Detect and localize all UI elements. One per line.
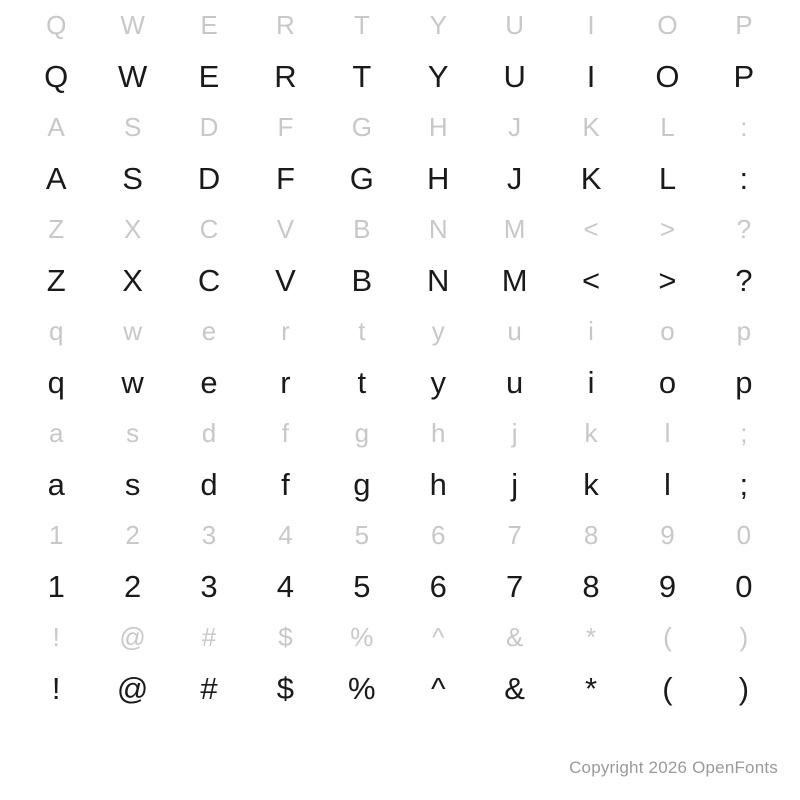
- glyph-cell: P: [735, 10, 753, 40]
- glyph-cell: g: [353, 466, 371, 502]
- glyph-cell: 1: [47, 568, 65, 604]
- glyph-cell: V: [276, 214, 295, 244]
- glyph-cell: N: [427, 262, 450, 298]
- glyph-cell: l: [664, 418, 671, 448]
- glyph-cell: w: [123, 316, 142, 346]
- glyph-cell: T: [352, 58, 372, 94]
- glyph-row: [0, 50, 800, 102]
- glyph-cell: D: [197, 160, 221, 196]
- glyph-cell: 6: [429, 568, 447, 604]
- glyph-cell: &: [505, 622, 524, 652]
- glyph-cell: #: [200, 670, 218, 706]
- glyph-cell: &: [504, 670, 525, 706]
- glyph-cell: >: [659, 214, 676, 244]
- glyph-cell: p: [735, 364, 753, 400]
- glyph-cell: M: [501, 262, 528, 298]
- glyph-cell: u: [507, 316, 522, 346]
- glyph-cell: Q: [44, 58, 69, 94]
- glyph-cell: p: [736, 316, 752, 346]
- glyph-cell: k: [583, 466, 599, 502]
- glyph-cell: h: [429, 466, 447, 502]
- glyph-cell: W: [120, 10, 145, 40]
- glyph-row: [0, 254, 800, 306]
- glyph-cell: %: [350, 622, 374, 652]
- glyph-cell: O: [657, 10, 678, 40]
- glyph-cell: !: [51, 670, 61, 706]
- glyph-cell: 8: [582, 568, 600, 604]
- glyph-row: [0, 152, 800, 204]
- glyph-cell: I: [587, 10, 595, 40]
- glyph-cell: e: [201, 316, 217, 346]
- glyph-row: [0, 102, 800, 152]
- glyph-cell: o: [660, 316, 675, 346]
- glyph-cell: 1: [48, 520, 64, 550]
- glyph-cell: L: [660, 112, 675, 142]
- glyph-cell: ;: [740, 418, 748, 448]
- glyph-row: [0, 612, 800, 662]
- glyph-cell: ;: [739, 466, 749, 502]
- glyph-cell: j: [511, 466, 519, 502]
- glyph-row: [0, 510, 800, 560]
- glyph-cell: t: [357, 364, 367, 400]
- glyph-cell: *: [585, 622, 597, 652]
- glyph-cell: i: [588, 316, 594, 346]
- glyph-cell: R: [276, 10, 295, 40]
- glyph-cell: K: [580, 160, 602, 196]
- glyph-cell: %: [348, 670, 376, 706]
- glyph-cell: w: [121, 364, 144, 400]
- glyph-row: [0, 560, 800, 612]
- glyph-cell: a: [47, 466, 65, 502]
- glyph-row: [0, 356, 800, 408]
- glyph-cell: y: [431, 316, 445, 346]
- glyph-cell: ^: [430, 670, 446, 706]
- glyph-cell: E: [198, 58, 220, 94]
- glyph-cell: i: [587, 364, 595, 400]
- glyph-cell: (: [662, 670, 673, 706]
- glyph-cell: *: [585, 670, 598, 706]
- glyph-cell: O: [655, 58, 680, 94]
- glyph-cell: 0: [736, 520, 752, 550]
- glyph-cell: :: [740, 112, 748, 142]
- glyph-cell: A: [45, 160, 67, 196]
- glyph-row: [0, 458, 800, 510]
- glyph-cell: U: [505, 10, 525, 40]
- glyph-row: [0, 408, 800, 458]
- glyph-cell: 9: [660, 520, 675, 550]
- glyph-cell: j: [511, 418, 518, 448]
- glyph-cell: 0: [735, 568, 753, 604]
- glyph-cell: M: [503, 214, 526, 244]
- glyph-cell: f: [281, 466, 290, 502]
- glyph-cell: V: [275, 262, 296, 298]
- glyph-cell: G: [349, 160, 374, 196]
- glyph-cell: k: [584, 418, 598, 448]
- glyph-row: [0, 306, 800, 356]
- glyph-cell: h: [431, 418, 446, 448]
- glyph-cell: <: [583, 214, 599, 244]
- glyph-cell: <: [581, 262, 601, 298]
- glyph-cell: T: [353, 10, 370, 40]
- glyph-cell: S: [123, 112, 142, 142]
- glyph-cell: 2: [123, 568, 142, 604]
- glyph-row: [0, 0, 800, 50]
- glyph-cell: y: [430, 364, 446, 400]
- glyph-cell: B: [351, 262, 373, 298]
- glyph-cell: 4: [278, 520, 293, 550]
- glyph-cell: d: [201, 418, 217, 448]
- glyph-cell: Y: [427, 58, 449, 94]
- glyph-cell: I: [586, 58, 596, 94]
- glyph-cell: f: [281, 418, 290, 448]
- glyph-cell: Q: [46, 10, 67, 40]
- glyph-cell: 5: [353, 568, 371, 604]
- glyph-cell: H: [427, 160, 450, 196]
- glyph-cell: E: [200, 10, 218, 40]
- glyph-cell: Z: [48, 214, 65, 244]
- glyph-cell: 2: [125, 520, 140, 550]
- glyph-cell: P: [733, 58, 755, 94]
- glyph-cell: s: [126, 418, 140, 448]
- glyph-cell: C: [197, 262, 221, 298]
- glyph-cell: >: [658, 262, 677, 298]
- glyph-cell: 3: [200, 568, 218, 604]
- glyph-cell: F: [277, 112, 294, 142]
- glyph-cell: N: [428, 214, 448, 244]
- glyph-cell: S: [122, 160, 143, 196]
- glyph-cell: R: [274, 58, 297, 94]
- glyph-cell: :: [739, 160, 749, 196]
- glyph-cell: ?: [735, 262, 753, 298]
- glyph-row: [0, 662, 800, 714]
- glyph-cell: ): [739, 622, 749, 652]
- glyph-cell: d: [200, 466, 218, 502]
- glyph-cell: ?: [736, 214, 752, 244]
- glyph-cell: ): [738, 670, 750, 706]
- glyph-cell: ^: [432, 622, 445, 652]
- glyph-cell: @: [119, 622, 146, 652]
- glyph-cell: W: [117, 58, 148, 94]
- glyph-cell: e: [200, 364, 218, 400]
- glyph-cell: t: [358, 316, 366, 346]
- glyph-cell: Y: [429, 10, 447, 40]
- glyph-cell: g: [354, 418, 370, 448]
- glyph-cell: $: [278, 622, 293, 652]
- glyph-cell: C: [199, 214, 219, 244]
- glyph-cell: 5: [354, 520, 370, 550]
- glyph-cell: 8: [583, 520, 599, 550]
- glyph-cell: L: [658, 160, 677, 196]
- glyph-cell: 9: [658, 568, 677, 604]
- glyph-cell: Z: [46, 262, 66, 298]
- glyph-cell: U: [503, 58, 526, 94]
- glyph-cell: #: [201, 622, 217, 652]
- glyph-cell: J: [506, 160, 523, 196]
- glyph-cell: r: [280, 364, 291, 400]
- glyph-cell: X: [122, 262, 143, 298]
- glyph-cell: A: [47, 112, 65, 142]
- glyph-row: [0, 204, 800, 254]
- glyph-cell: u: [506, 364, 524, 400]
- glyph-cell: 7: [506, 568, 524, 604]
- glyph-cell: q: [47, 364, 65, 400]
- glyph-cell: F: [275, 160, 295, 196]
- glyph-cell: H: [428, 112, 448, 142]
- glyph-cell: s: [124, 466, 141, 502]
- glyph-cell: !: [52, 622, 60, 652]
- glyph-cell: K: [582, 112, 600, 142]
- glyph-cell: @: [116, 670, 149, 706]
- glyph-cell: l: [664, 466, 671, 502]
- glyph-cell: a: [48, 418, 64, 448]
- glyph-cell: D: [199, 112, 219, 142]
- glyph-cell: 7: [507, 520, 522, 550]
- glyph-cell: $: [276, 670, 295, 706]
- glyph-cell: 3: [201, 520, 217, 550]
- glyph-cell: (: [663, 622, 672, 652]
- copyright-notice: Copyright 2026 OpenFonts: [569, 758, 778, 777]
- glyph-cell: G: [351, 112, 372, 142]
- glyph-cell: r: [281, 316, 290, 346]
- glyph-cell: 4: [276, 568, 295, 604]
- glyph-cell: J: [508, 112, 522, 142]
- glyph-cell: B: [353, 214, 371, 244]
- glyph-cell: q: [48, 316, 64, 346]
- glyph-cell: 6: [431, 520, 446, 550]
- glyph-cell: X: [123, 214, 142, 244]
- glyph-cell: o: [658, 364, 677, 400]
